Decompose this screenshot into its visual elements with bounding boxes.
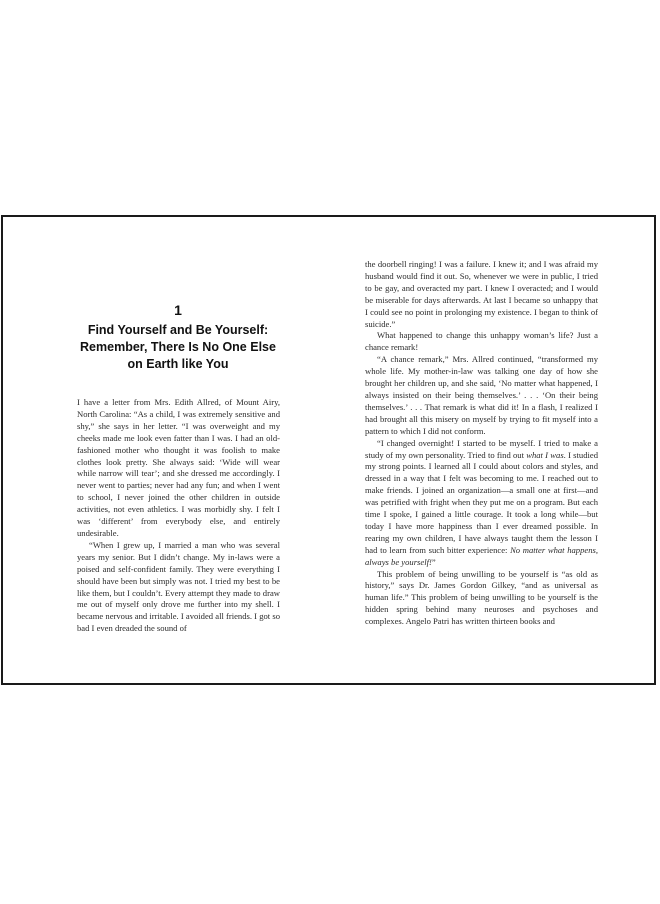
right-page [330,217,656,683]
paragraph-text: “I changed overnight! I started to be myself. I tried to make a study of my own personality. Tried to find out [365,437,598,460]
paragraph [365,259,598,330]
paragraph-text: I have a letter from Mrs. Edith Allred, of Mount Airy, North Carolina: “As a child, I was extremely sensitive and shy,” she says in her letter. “I was overweight and my cheeks made me look even fatter than I was. I had an old-fashioned mother who thought it was foolish to make clothes look pretty. She always said: ‘Wide will wear while narrow will tear’; and she dressed me accordingly. I never went to parties; never had any fun; and when I went to school, I never joined the other children in outside activities, not even athletics. I was morbidly shy. I felt I was ‘different’ from everybody else, and entirely undesirable. [77,397,280,538]
right-page-body [365,259,598,628]
paragraph [365,354,598,437]
paragraph-text: What happened to change this unhappy woman’s life? Just a chance remark! [365,330,598,353]
chapter-title: Find Yourself and Be Yourself: Remember, There Is No One Else on Earth like You [80,323,276,371]
paragraph [77,397,280,540]
paragraph [365,569,598,629]
closing-quote: ” [431,556,436,567]
paragraph [365,330,598,354]
paragraph-text: . I studied my strong points. I learned all I could about colors and styles, and dressed in a way that I felt was becoming to me. I reached out to make friends. I joined an organization—a small one at first—and was petrified with fright when they put me on a program. But each time I spoke, I gained a little courage. It took a long while—but today I have more happiness than I ever dreamed possible. In rearing my own children, I have always taught them the lesson I had to learn from such bitter experience: [365,449,598,555]
emphasis-text: what I was [526,449,564,460]
paragraph-text: “When I grew up, I married a man who was several years my senior. But I didn’t change. My in-laws were a poised and self-confident family. They were everything I should have been but simply was not. I tried my best to be like them, but I couldn’t. Every attempt they made to draw me out of myself only drove me further into my shell. I became nervous and irritable. I avoided all friends. I got so bad I even dreaded the sound of [77,539,280,634]
book-spread [1,215,656,685]
chapter-heading [73,301,283,373]
paragraph-text: This problem of being unwilling to be yourself is “as old as history,” says Dr. James Gordon Gilkey, “and as universal as human life.” This problem of being unwilling to be yourself is the hidden spring behind many neuroses and psychoses and complexes. Angelo Patri has written thirteen books and [365,568,598,627]
paragraph [365,438,598,569]
paragraph-text: the doorbell ringing! I was a failure. I knew it; and I was afraid my husband would find it out. So, whenever we were in public, I tried to be gay, and overacted my part. I knew I overacted; and I would be miserable for days afterwards. At last I became so unhappy that I could see no point in prolonging my existence. I began to think of suicide.” [365,259,598,329]
left-page-body [77,397,280,635]
paragraph-text: “A chance remark,” Mrs. Allred continued, “transformed my whole life. My mother-in-law was talking one day of how she brought her children up, and she said, ‘No matter what happened, I always insisted on their being themselves.’ . . . ‘On their being themselves.’ . . . That remark is what did it! In a flash, I realized I had brought all this misery on myself by trying to fit myself into a pattern to which I did not conform. [365,354,598,436]
paragraph [77,540,280,635]
emphasis-text: No matter what happens, always be yourself! [365,544,599,567]
left-page [3,217,330,683]
chapter-number: 1 [174,302,182,318]
